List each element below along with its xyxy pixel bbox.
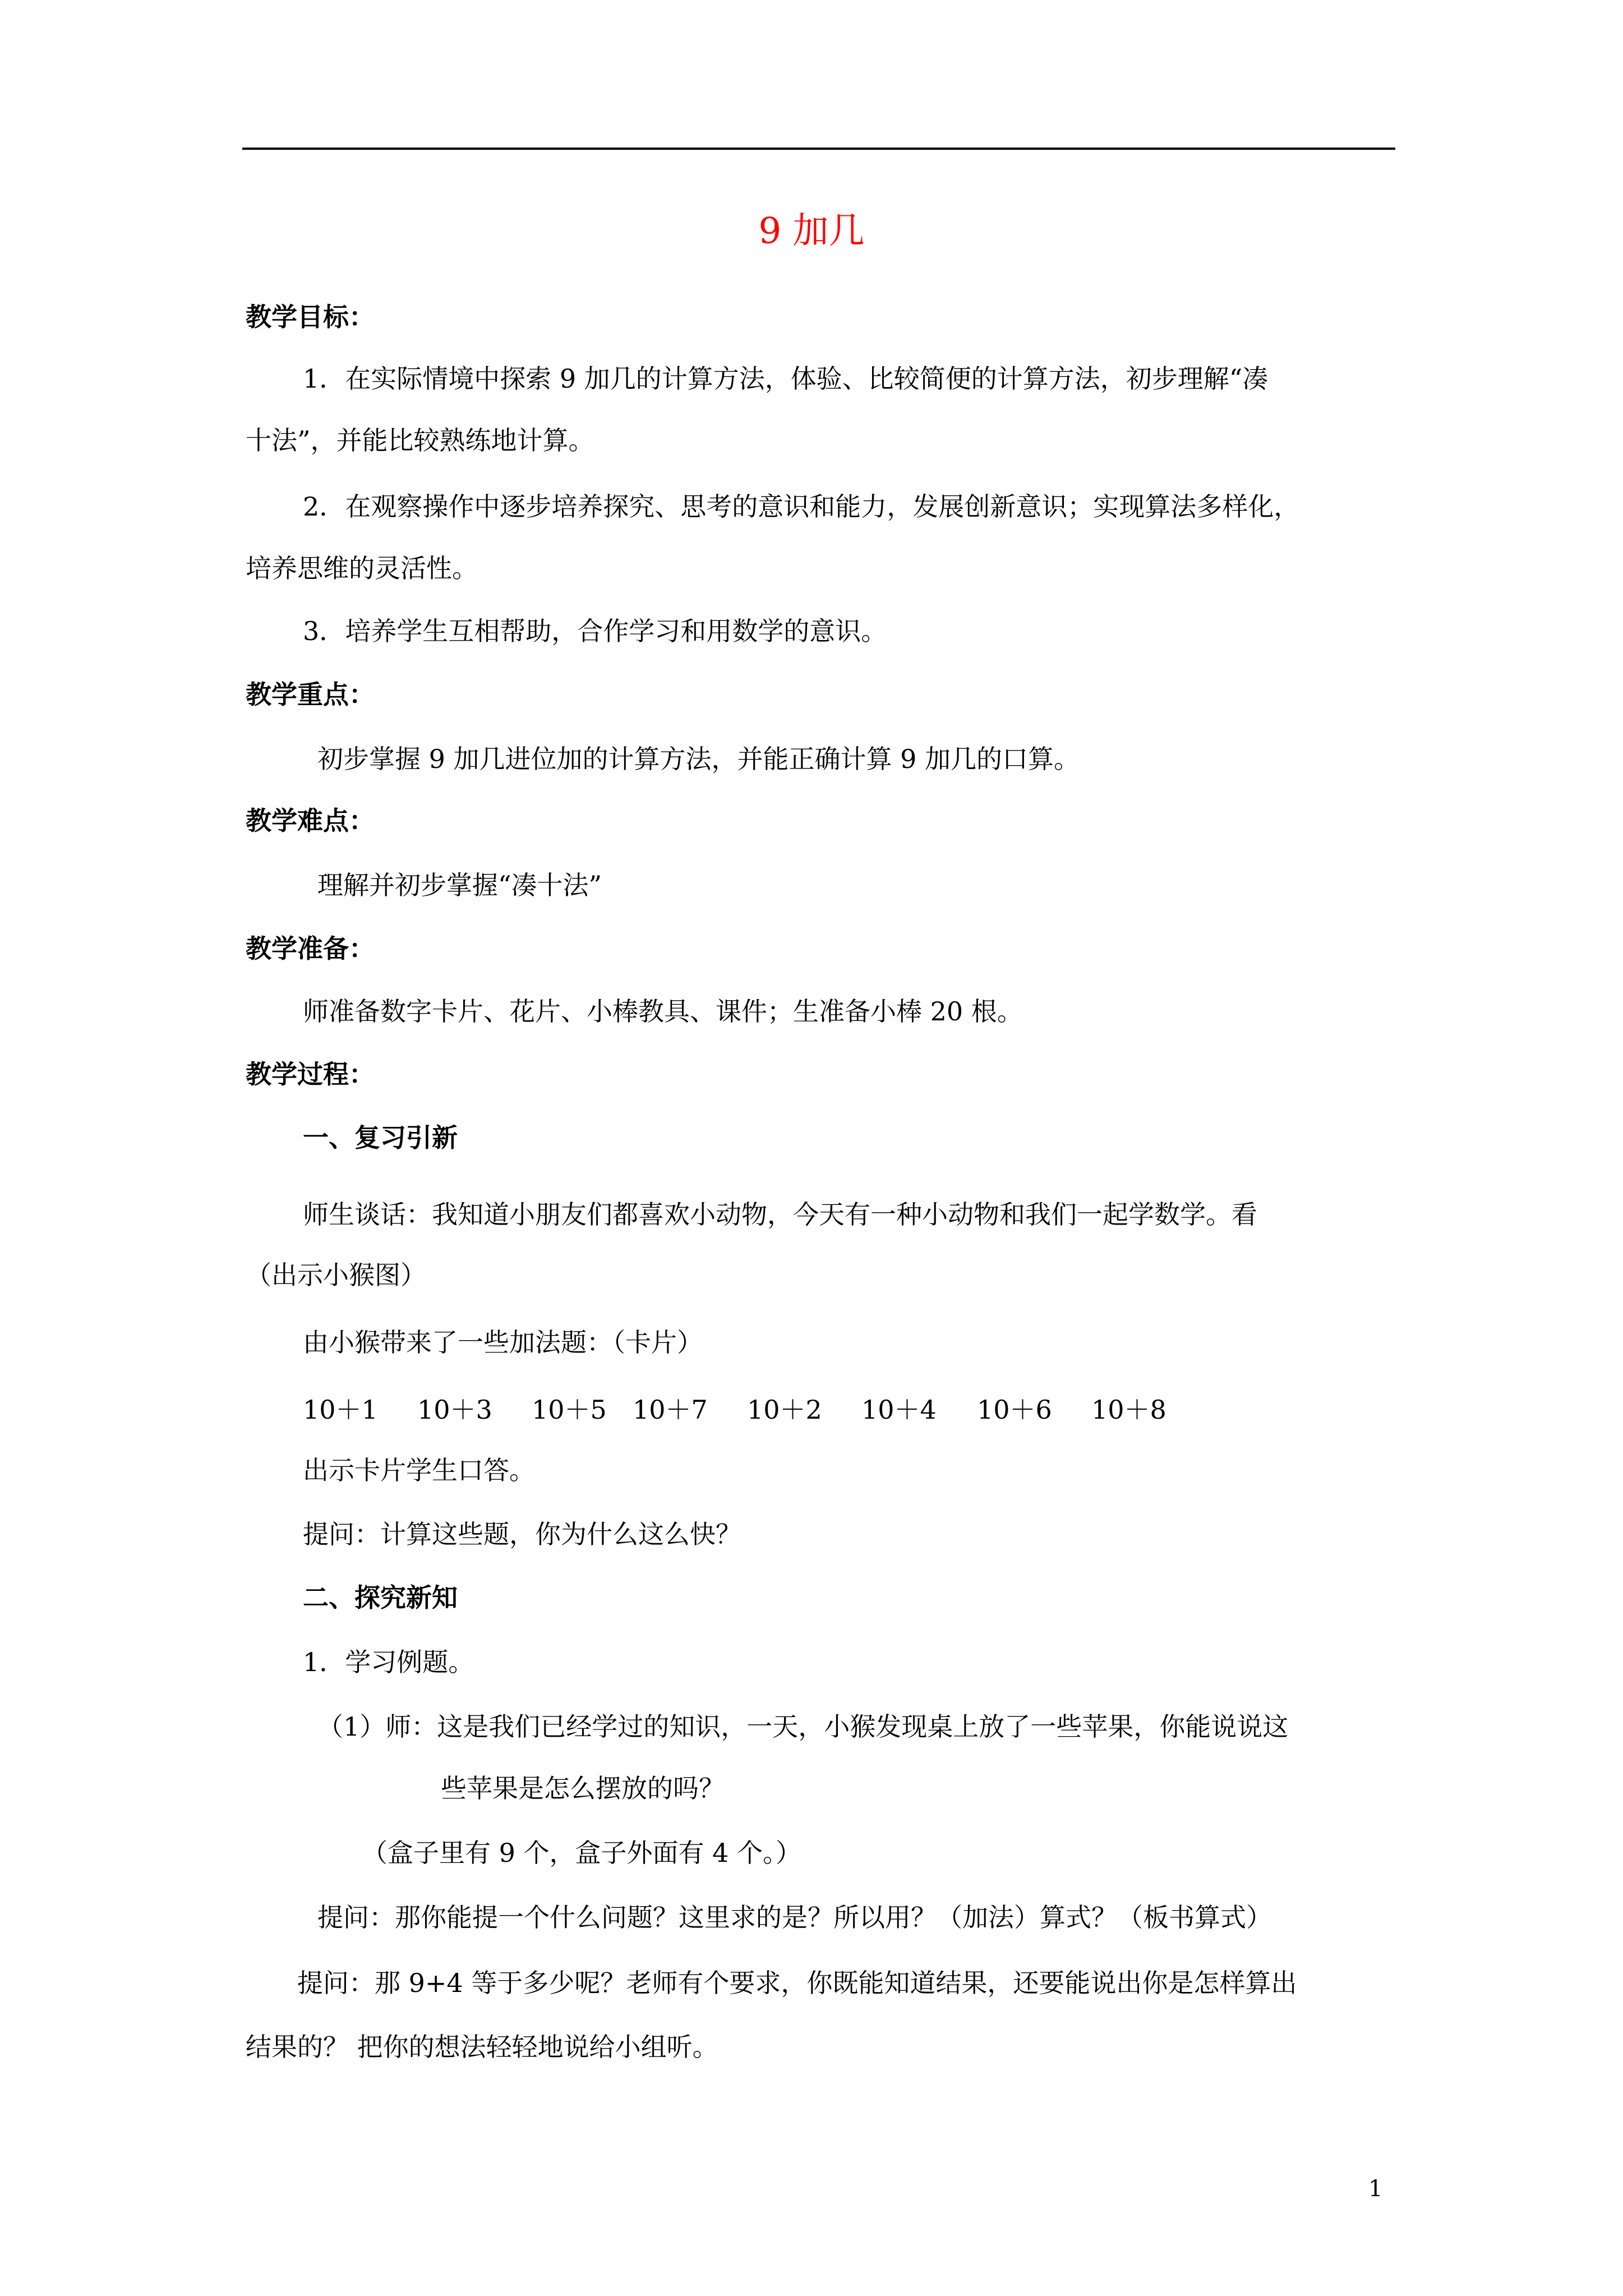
part1-after-2: 提问：计算这些题，你为什么这么快？ [303, 1519, 741, 1549]
sum-card: 10＋5 [532, 1395, 607, 1425]
addition-cards-row [0, 1397, 1623, 1430]
page-number: 1 [1368, 2176, 1383, 2202]
header-rule [242, 148, 1395, 150]
sum-card: 10＋6 [977, 1395, 1052, 1425]
difficulty-heading: 教学难点： [246, 806, 375, 836]
part1-line-1: 师生谈话：我知道小朋友们都喜欢小动物，今天有一种小动物和我们一起学数学。看 [303, 1199, 1257, 1230]
sum-card: 10＋4 [861, 1395, 937, 1425]
part2-heading: 二、探究新知 [303, 1582, 458, 1613]
sum-card: 10＋2 [747, 1395, 822, 1425]
part1-after-1: 出示卡片学生口答。 [303, 1455, 535, 1485]
part2-line-2: （1）师：这是我们已经学过的知识，一天，小猴发现桌上放了一些苹果，你能说说这 [317, 1711, 1289, 1742]
sum-card: 10＋7 [633, 1395, 708, 1425]
objectives-heading: 教学目标： [246, 302, 375, 332]
part1-heading: 一、复习引新 [303, 1122, 458, 1153]
part1-line-2: （出示小猴图） [246, 1260, 426, 1290]
preparation-text: 师准备数字卡片、花片、小棒教具、课件；生准备小棒 20 根。 [303, 996, 1023, 1027]
objective-1-line-2: 十法”，并能比较熟练地计算。 [246, 425, 594, 455]
part2-line-7: 结果的？ 把你的想法轻轻地说给小组听。 [246, 2032, 718, 2062]
part2-line-6: 提问：那 9+4 等于多少呢？老师有个要求，你既能知道结果，还要能说出你是怎样算出 [297, 1968, 1297, 1998]
key-point-heading: 教学重点： [246, 679, 375, 710]
part1-line-3: 由小猴带来了一些加法题：（卡片） [303, 1327, 703, 1358]
difficulty-text: 理解并初步掌握“凑十法” [317, 870, 602, 900]
part2-line-5: 提问：那你能提一个什么问题？这里求的是？所以用？（加法）算式？（板书算式） [317, 1902, 1272, 1932]
part2-line-4: （盒子里有 9 个，盒子外面有 4 个。） [362, 1838, 802, 1868]
objective-1-line-1: 1．在实际情境中探索 9 加几的计算方法，体验、比较简便的计算方法，初步理解“凑 [303, 364, 1269, 394]
objective-2-line-1: 2．在观察操作中逐步培养探究、思考的意识和能力，发展创新意识；实现算法多样化， [303, 491, 1300, 522]
part2-line-1: 1．学习例题。 [303, 1647, 474, 1677]
key-point-text: 初步掌握 9 加几进位加的计算方法，并能正确计算 9 加几的口算。 [317, 744, 1080, 774]
preparation-heading: 教学准备： [246, 933, 375, 964]
sum-card: 10＋1 [303, 1395, 378, 1425]
objective-2-line-2: 培养思维的灵活性。 [246, 553, 478, 583]
document-title: 9 加几 [758, 210, 865, 252]
part2-line-3: 些苹果是怎么摆放的吗？ [441, 1773, 725, 1803]
process-heading: 教学过程： [246, 1059, 375, 1089]
objective-3: 3．培养学生互相帮助，合作学习和用数学的意识。 [303, 616, 887, 646]
sum-card: 10＋3 [417, 1395, 492, 1425]
sum-card: 10＋8 [1091, 1395, 1166, 1425]
